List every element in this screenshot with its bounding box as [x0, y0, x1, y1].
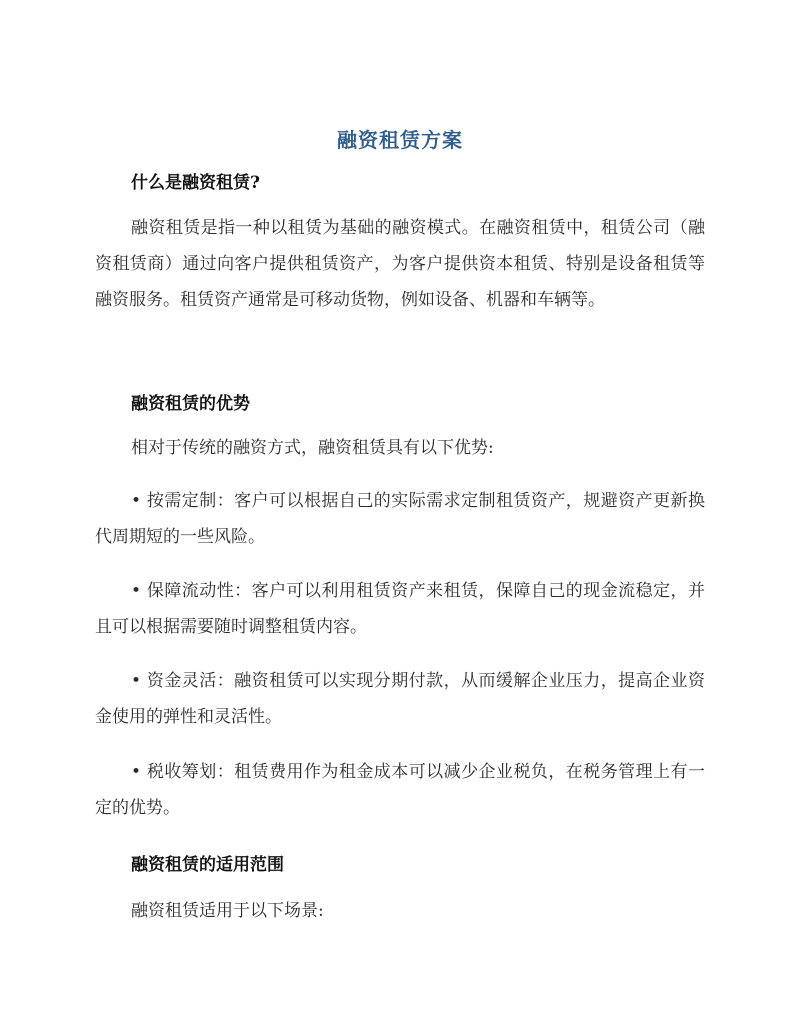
document-title: 融资租赁方案: [337, 128, 463, 152]
list-item-bullet-4: • 税收筹划：租赁费用作为租金成本可以减少企业税负，在税务管理上有一定的优势。: [95, 762, 705, 818]
paragraph-scope-intro: 融资租赁适用于以下场景:: [131, 901, 324, 921]
section-heading-advantages: 融资租赁的优势: [131, 394, 250, 414]
list-item-bullet-2: • 保障流动性：客户可以利用租赁资产来租赁，保障自己的现金流稳定，并且可以根据需要随时调整租赁内容。: [95, 581, 705, 637]
list-item-bullet-3: • 资金灵活：融资租赁可以实现分期付款，从而缓解企业压力，提高企业资金使用的弹性和灵活性。: [95, 671, 705, 727]
section-heading-what-is: 什么是融资租赁?: [131, 173, 260, 193]
paragraph-definition: 融资租赁是指一种以租赁为基础的融资模式。在融资租赁中，租赁公司（融资租赁商）通过向客户提供租赁资产，为客户提供资本租赁、特别是设备租赁等融资服务。租赁资产通常是可移动货物，例如设备、机器和车辆等。: [95, 218, 705, 310]
paragraph-advantages-intro: 相对于传统的融资方式，融资租赁具有以下优势:: [131, 438, 494, 458]
list-item-bullet-1: • 按需定制：客户可以根据自己的实际需求定制租赁资产，规避资产更新换代周期短的一些风险。: [95, 491, 705, 547]
section-heading-scope: 融资租赁的适用范围: [131, 855, 284, 875]
